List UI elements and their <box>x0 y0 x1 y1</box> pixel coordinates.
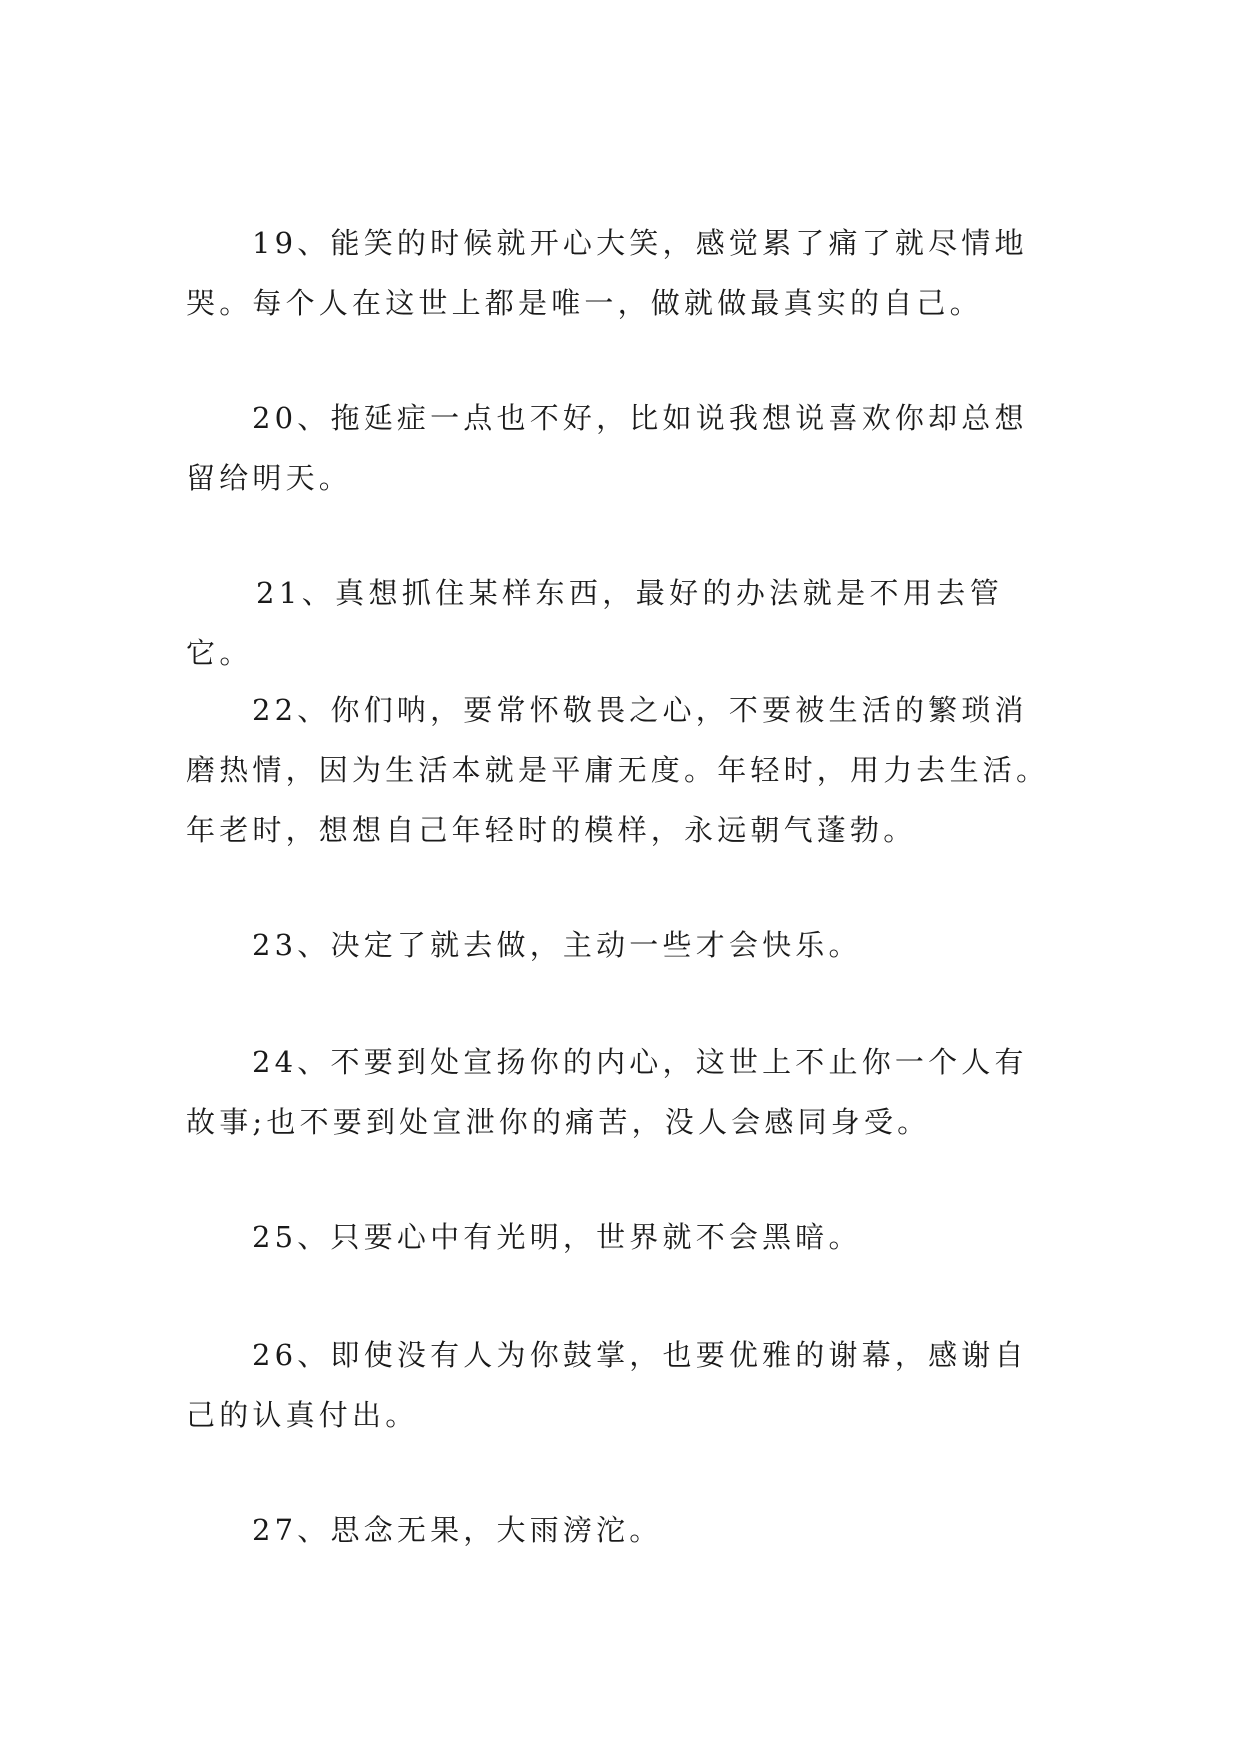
paragraph-26: 26、即使没有人为你鼓掌，也要优雅的谢幕，感谢自己的认真付出。 <box>186 1338 1028 1432</box>
paragraph-21: 21、真想抓住某样东西，最好的办法就是不用去管它。 <box>186 576 1004 670</box>
paragraph-20: 20、拖延症一点也不好，比如说我想说喜欢你却总想留给明天。 <box>186 401 1028 495</box>
paragraph-25: 25、只要心中有光明，世界就不会黑暗。 <box>252 1220 862 1254</box>
paragraph-24: 24、不要到处宣扬你的内心，这世上不止你一个人有故事;也不要到处宣泄你的痛苦，没人会感同身受。 <box>186 1045 1028 1139</box>
paragraph-27: 27、思念无果，大雨滂沱。 <box>252 1513 663 1547</box>
paragraph-22: 22、你们呐，要常怀敬畏之心，不要被生活的繁琐消磨热情，因为生活本就是平庸无度。年轻时，用力去生活。年老时，想想自己年轻时的模样，永远朝气蓬勃。 <box>186 693 1050 847</box>
paragraph-19: 19、能笑的时候就开心大笑，感觉累了痛了就尽情地哭。每个人在这世上都是唯一，做就做最真实的自己。 <box>186 226 1028 320</box>
paragraph-23: 23、决定了就去做，主动一些才会快乐。 <box>252 928 862 962</box>
